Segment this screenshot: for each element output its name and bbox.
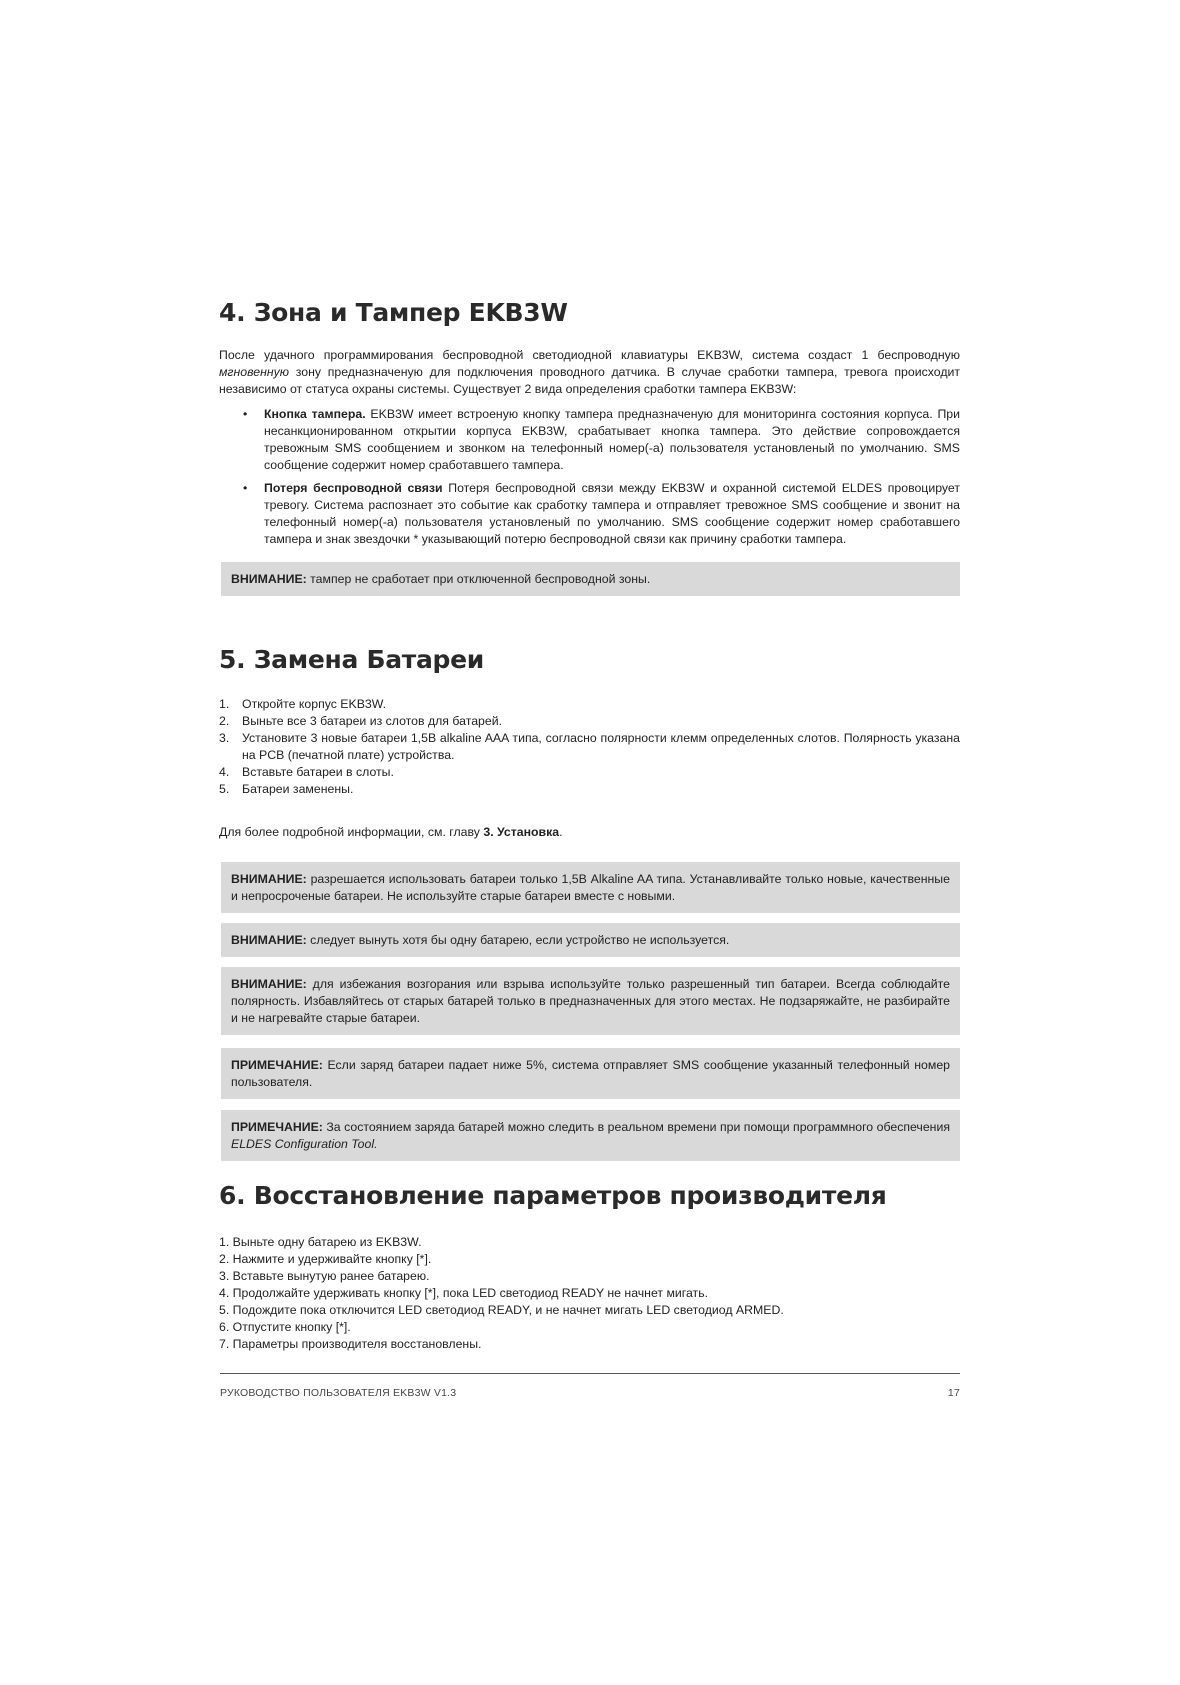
page-footer xyxy=(220,1387,960,1399)
warning-note: ВНИМАНИЕ: разрешается использовать батареи только 1,5В Alkaline AA типа. Устанавливайте только новые, качественные и непросроченые батареи. Не используйте старые батареи вместе с новыми. xyxy=(221,862,960,913)
more-info-text: Для более подробной информации, см. главу 3. Установка. xyxy=(219,825,563,839)
list-item: 3. Вставьте вынутую ранее батарею. xyxy=(219,1269,430,1283)
list-item: 4. Продолжайте удерживать кнопку [*], пока LED светодиод READY не начнет мигать. xyxy=(219,1286,709,1300)
section-4-title: 4. Зона и Тампер EKB3W xyxy=(219,298,568,327)
footer-divider xyxy=(220,1373,960,1374)
list-item: 2. Нажмите и удерживайте кнопку [*]. xyxy=(219,1252,432,1266)
factory-reset-steps-list xyxy=(219,1234,960,1353)
info-note: ПРИМЕЧАНИЕ: Если заряд батареи падает ниже 5%, система отправляет SMS сообщение указанный телефонный номер пользователя. xyxy=(221,1048,960,1099)
tamper-types-list xyxy=(243,406,960,548)
list-item: 7. Параметры производителя восстановлены. xyxy=(219,1337,482,1351)
footer-title: РУКОВОДСТВО ПОЛЬЗОВАТЕЛЯ EKB3W V1.3 xyxy=(220,1387,457,1399)
list-item: 5. Подождите пока отключится LED светодиод READY, и не начнет мигать LED светодиод ARMED. xyxy=(219,1303,784,1317)
list-item: • Кнопка тампера. EKB3W имеет встроеную кнопку тампера предназначеную для мониторинга состояния корпуса. При несанкционированном открытии корпуса EKB3W, срабатывает кнопка тампера. Это действие сопровождается тревожным SMS сообщением и звонком на телефонный номер(-а) пользователя установленый по умолчанию. SMS сообщение содержит номер сработавшего тампера. xyxy=(243,406,960,474)
section-4-body xyxy=(219,347,960,554)
list-item: 3. Установите 3 новые батареи 1,5В alkaline AAA типа, согласно полярности клемм определенных слотов. Полярность указана на PCB (печатной плате) устройства. xyxy=(219,731,960,762)
battery-steps-list xyxy=(219,696,960,798)
list-item: 1. Выньте одну батарею из EKB3W. xyxy=(219,1235,422,1249)
info-note: ПРИМЕЧАНИЕ: За состоянием заряда батарей можно следить в реальном времени при помощи программного обеспечения ELDES Configuration Tool. xyxy=(221,1110,960,1161)
warning-note: ВНИМАНИЕ: для избежания возгорания или взрыва используйте только разрешенный тип батареи. Всегда соблюдайте полярность. Избавляйтесь от старых батарей только в предназначенных для этого местах. Не подзаряжайте, не разбирайте и не нагревайте старые батареи. xyxy=(221,967,960,1035)
section-4-intro: После удачного программирования беспроводной светодиодной клавиатуры EKB3W, система создаст 1 беспроводную мгновенную зону предназначеную для подключения проводного датчика. В случае сработки тампера, тревога происходит независимо от статуса охраны системы. Существует 2 вида определения сработки тампера EKB3W: xyxy=(219,348,960,396)
warning-note: ВНИМАНИЕ: тампер не сработает при отключенной беспроводной зоны. xyxy=(221,562,960,596)
section-5-title: 5. Замена Батареи xyxy=(219,645,485,674)
list-item: • Потеря беспроводной связи Потеря беспроводной связи между EKB3W и охранной системой ELDES провоцирует тревогу. Система распознает это событие как сработку тампера и отправляет тревожное SMS сообщение и звонит на телефонный номер(-а) пользователя установленый по умолчанию. SMS сообщение содержит номер сработавшего тампера и знак звездочки * указывающий потерю беспроводной связи как причину сработки тампера. xyxy=(243,480,960,548)
warning-note: ВНИМАНИЕ: следует вынуть хотя бы одну батарею, если устройство не используется. xyxy=(221,923,960,957)
list-item: 5. Батареи заменены. xyxy=(219,782,354,796)
list-item: 2. Выньте все 3 батареи из слотов для батарей. xyxy=(219,714,502,728)
section-6-title: 6. Восстановление параметров производителя xyxy=(219,1181,887,1210)
list-item: 1. Откройте корпус EKB3W. xyxy=(219,697,387,711)
list-item: 6. Отпустите кнопку [*]. xyxy=(219,1320,351,1334)
list-item: 4. Вставьте батареи в слоты. xyxy=(219,765,394,779)
page-number: 17 xyxy=(947,1387,960,1399)
